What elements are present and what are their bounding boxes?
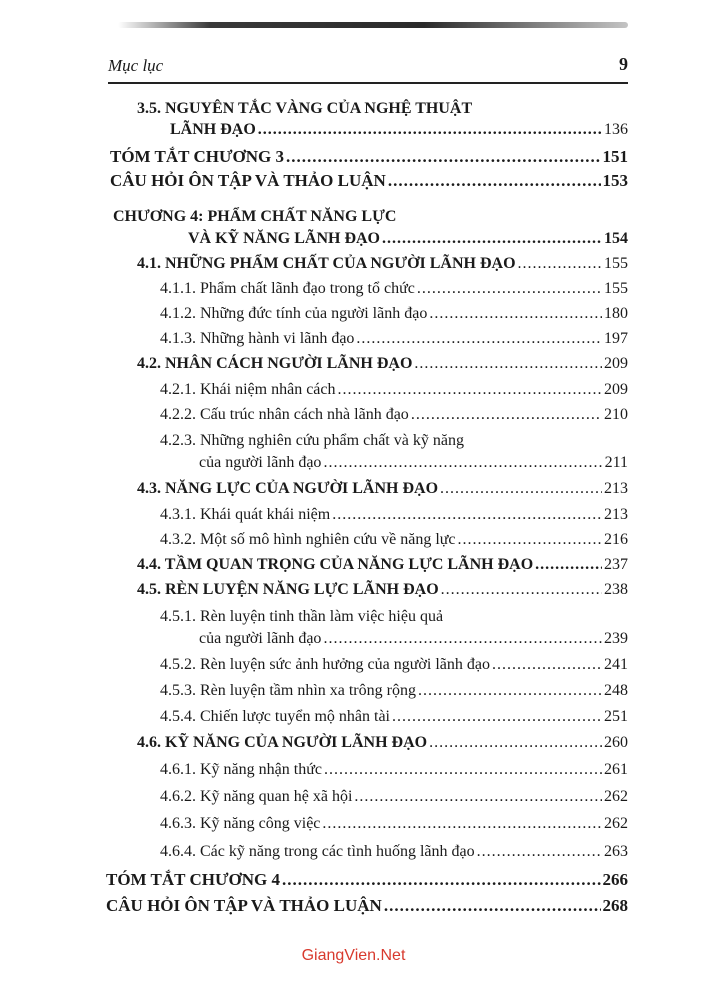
toc-entry-4-6-2[interactable]: 4.6.2. Kỹ năng quan hệ xã hội ..... 262: [160, 788, 628, 806]
toc-entry-summary-ch3[interactable]: TÓM TẮT CHƯƠNG 3 ..... 151: [110, 147, 628, 167]
toc-entry-questions-ch3[interactable]: CÂU HỎI ÔN TẬP VÀ THẢO LUẬN ..... 153: [110, 171, 628, 191]
toc-entry-4-5[interactable]: 4.5. RÈN LUYỆN NĂNG LỰC LÃNH ĐẠO ..... 238: [137, 581, 628, 599]
toc-entry-4-2[interactable]: 4.2. NHÂN CÁCH NGƯỜI LÃNH ĐẠO ..... 209: [137, 355, 628, 373]
toc-entry-4-1-3[interactable]: 4.1.3. Những hành vi lãnh đạo ..... 197: [160, 330, 628, 348]
toc-entry-4-3-1[interactable]: 4.3.1. Khái quát khái niệm ..... 213: [160, 506, 628, 524]
toc-entry-chapter4[interactable]: VÀ KỸ NĂNG LÃNH ĐẠO ..... 154: [188, 230, 628, 248]
toc-entry-3-5[interactable]: LÃNH ĐẠO ..... 136: [170, 121, 628, 139]
toc-entry-4-5-4[interactable]: 4.5.4. Chiến lược tuyển mộ nhân tài ..... 251: [160, 708, 628, 726]
toc-entry-4-2-1[interactable]: 4.2.1. Khái niệm nhân cách ..... 209: [160, 381, 628, 399]
toc-entry-4-3-2[interactable]: 4.3.2. Một số mô hình nghiên cứu về năng lực ..... 216: [160, 531, 628, 549]
toc-entry-4-6-1[interactable]: 4.6.1. Kỹ năng nhận thức ..... 261: [160, 761, 628, 779]
toc-entry-4-5-3[interactable]: 4.5.3. Rèn luyện tầm nhìn xa trông rộng ..... 248: [160, 682, 628, 700]
toc-entry-4-2-3-line1: 4.2.3. Những nghiên cứu phẩm chất và kỹ năng: [160, 432, 464, 449]
toc-entry-4-5-1-line1: 4.5.1. Rèn luyện tinh thần làm việc hiệu quả: [160, 608, 444, 625]
toc-entry-4-4[interactable]: 4.4. TẦM QUAN TRỌNG CỦA NĂNG LỰC LÃNH ĐẠO ..... 237: [137, 556, 628, 574]
toc-entry-4-1-2[interactable]: 4.1.2. Những đức tính của người lãnh đạo ..... 180: [160, 305, 628, 323]
toc-entry-4-5-2[interactable]: 4.5.2. Rèn luyện sức ảnh hưởng của người lãnh đạo ..... 241: [160, 656, 628, 674]
toc-entry-4-1[interactable]: 4.1. NHỮNG PHẨM CHẤT CỦA NGƯỜI LÃNH ĐẠO ..... 155: [137, 255, 628, 273]
toc-entry-4-6-3[interactable]: 4.6.3. Kỹ năng công việc ..... 262: [160, 815, 628, 833]
toc-entry-4-1-1[interactable]: 4.1.1. Phẩm chất lãnh đạo trong tổ chức ..... 155: [160, 280, 628, 298]
toc-entry-summary-ch4[interactable]: TÓM TẮT CHƯƠNG 4 ..... 266: [106, 870, 628, 890]
toc-entry-4-2-3[interactable]: của người lãnh đạo ..... 211: [199, 454, 628, 472]
page-header: [108, 52, 628, 84]
page-number: 9: [619, 54, 628, 74]
toc-entry-4-6-4[interactable]: 4.6.4. Các kỹ năng trong các tình huống lãnh đạo ..... 263: [160, 843, 628, 861]
toc-entry-chapter4-line1: CHƯƠNG 4: PHẨM CHẤT NĂNG LỰC: [113, 208, 397, 225]
toc-entry-4-5-1[interactable]: của người lãnh đạo ..... 239: [199, 630, 628, 648]
toc-entry-4-3[interactable]: 4.3. NĂNG LỰC CỦA NGƯỜI LÃNH ĐẠO ..... 213: [137, 480, 628, 498]
toc-entry-4-6[interactable]: 4.6. KỸ NĂNG CỦA NGƯỜI LÃNH ĐẠO ..... 260: [137, 734, 628, 752]
running-title: Mục lục: [108, 56, 164, 75]
watermark-text: GiangVien.Net: [301, 947, 406, 964]
decorative-top-rule: [118, 22, 628, 28]
toc-entry-questions-ch4[interactable]: CÂU HỎI ÔN TẬP VÀ THẢO LUẬN ..... 268: [106, 896, 628, 916]
toc-entry-3-5-line1: 3.5. NGUYÊN TẮC VÀNG CỦA NGHỆ THUẬT: [137, 100, 473, 117]
toc-entry-4-2-2[interactable]: 4.2.2. Cấu trúc nhân cách nhà lãnh đạo ..... 210: [160, 406, 628, 424]
